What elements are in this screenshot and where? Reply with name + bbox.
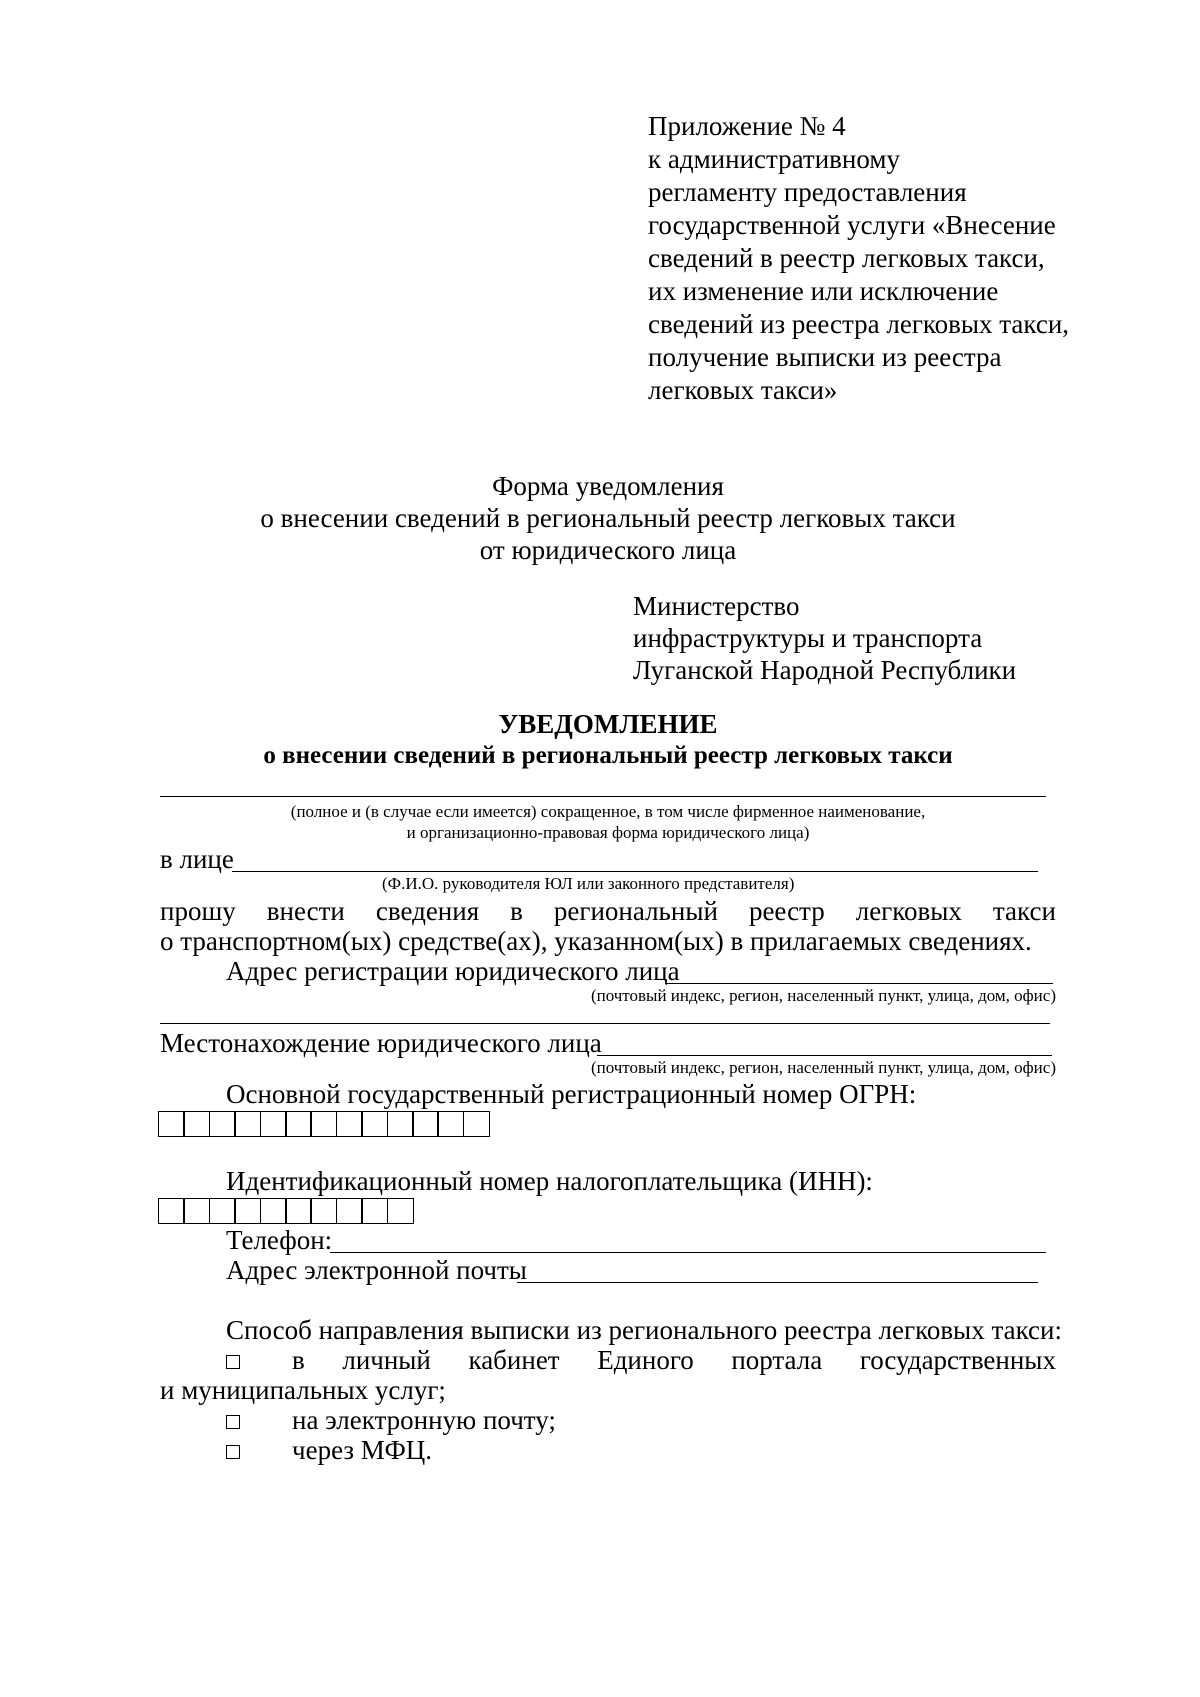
appendix-line: легковых такси» [648,375,838,405]
inn-digit-cell[interactable] [361,1198,388,1224]
inn-digit-cell[interactable] [310,1198,337,1224]
ogrn-digit-cell[interactable] [387,1111,414,1137]
request-word: прошу [160,896,236,926]
reg-address-line-2[interactable] [160,1023,1050,1024]
location-hint: (почтовый индекс, регион, населенный пункт, улица, дом, офис) [590,1058,1056,1077]
checkbox-icon[interactable] [226,1355,240,1369]
appendix-line: государственной услуги «Внесение [648,210,1056,240]
reg-address-label: Адрес регистрации юридического лица [226,956,680,986]
inn-digit-cell[interactable] [158,1198,185,1224]
inn-input[interactable] [158,1198,412,1224]
ogrn-digit-cell[interactable] [361,1111,388,1137]
ogrn-digit-cell[interactable] [412,1111,439,1137]
ogrn-digit-cell[interactable] [234,1111,261,1137]
inn-digit-cell[interactable] [285,1198,312,1224]
addressee-line: инфраструктуры и транспорта [633,623,983,653]
ogrn-label: Основной государственный регистрационный номер ОГРН: [226,1079,917,1109]
request-word: внести [266,896,345,926]
appendix-line: Приложение № 4 [648,111,846,141]
appendix-block [648,110,1069,407]
notice-title: УВЕДОМЛЕНИЕ [498,709,718,739]
location-label: Местонахождение юридического лица [160,1028,602,1058]
org-name-hint-1: (полное и (в случае если имеется) сокращенное, в том числе фирменное наименование, [290,802,926,821]
option-word: личный [342,1345,431,1375]
ogrn-digit-cell[interactable] [158,1111,185,1137]
request-word: реестр [748,896,825,926]
inn-digit-cell[interactable] [183,1198,210,1224]
addressee-block [633,590,1016,686]
form-caption-line: о внесении сведений в региональный реестр легковых такси [260,503,956,533]
represented-by-line[interactable] [232,871,1038,872]
email-line[interactable] [517,1282,1038,1283]
ogrn-digit-cell[interactable] [183,1111,210,1137]
reg-address-line[interactable] [665,983,1053,984]
ogrn-digit-cell[interactable] [209,1111,236,1137]
delivery-title: Способ направления выписки из регионального реестра легковых такси: [226,1315,1062,1345]
request-line-2: о транспортном(ых) средстве(ах), указанном(ых) в прилагаемых сведениях. [160,926,1032,956]
delivery-option-1-line-2: и муниципальных услуг; [160,1375,446,1405]
org-name-line[interactable] [160,796,1046,797]
request-word: сведения [375,896,480,926]
inn-digit-cell[interactable] [336,1198,363,1224]
appendix-line: сведений из реестра легковых такси, [648,309,1070,339]
checkbox-icon[interactable] [226,1445,240,1459]
appendix-line: сведений в реестр легковых такси, [648,243,1045,273]
represented-by-hint: (Ф.И.О. руководителя ЮЛ или законного представителя) [382,874,795,893]
ogrn-digit-cell[interactable] [260,1111,287,1137]
ogrn-digit-cell[interactable] [437,1111,464,1137]
appendix-line: получение выписки из реестра [648,342,1002,372]
addressee-line: Министерство [633,591,800,621]
addressee-line: Луганской Народной Республики [633,655,1017,685]
request-word: региональный [553,896,718,926]
option-word: государственных [859,1345,1056,1375]
inn-digit-cell[interactable] [234,1198,261,1224]
location-line[interactable] [597,1055,1052,1056]
option-word: в [292,1345,305,1375]
inn-digit-cell[interactable] [387,1198,414,1224]
option-word: портала [731,1345,823,1375]
ogrn-digit-cell[interactable] [336,1111,363,1137]
appendix-line: регламенту предоставления [648,177,967,207]
inn-digit-cell[interactable] [209,1198,236,1224]
option-word: кабинет [468,1345,560,1375]
delivery-option-2-label: на электронную почту; [292,1405,556,1435]
checkbox-icon[interactable] [226,1415,240,1429]
appendix-line: их изменение или исключение [648,276,999,306]
inn-digit-cell[interactable] [260,1198,287,1224]
request-word: легковых [855,896,962,926]
ogrn-digit-cell[interactable] [310,1111,337,1137]
delivery-option-1-line-1 [292,1344,1056,1376]
delivery-option-3-label: через МФЦ. [292,1435,433,1465]
request-word: в [510,896,523,926]
ogrn-digit-cell[interactable] [463,1111,490,1137]
ogrn-digit-cell[interactable] [285,1111,312,1137]
appendix-line: к административному [648,144,900,174]
notice-subtitle: о внесении сведений в региональный реестр легковых такси [263,742,953,769]
request-line-1 [160,895,1056,927]
ogrn-input[interactable] [158,1111,488,1137]
form-caption-line: от юридического лица [479,535,737,565]
inn-label: Идентификационный номер налогоплательщика (ИНН): [226,1166,873,1196]
represented-by-label: в лице [160,844,234,874]
phone-line[interactable] [330,1252,1046,1253]
org-name-hint-2: и организационно-правовая форма юридического лица) [406,823,810,842]
email-label: Адрес электронной почты [226,1255,527,1285]
phone-label: Телефон: [226,1225,333,1255]
form-caption [160,470,1056,566]
reg-address-hint: (почтовый индекс, регион, населенный пункт, улица, дом, офис) [590,986,1056,1005]
form-caption-line: Форма уведомления [492,471,724,501]
request-word: такси [992,896,1056,926]
option-word: Единого [597,1345,694,1375]
